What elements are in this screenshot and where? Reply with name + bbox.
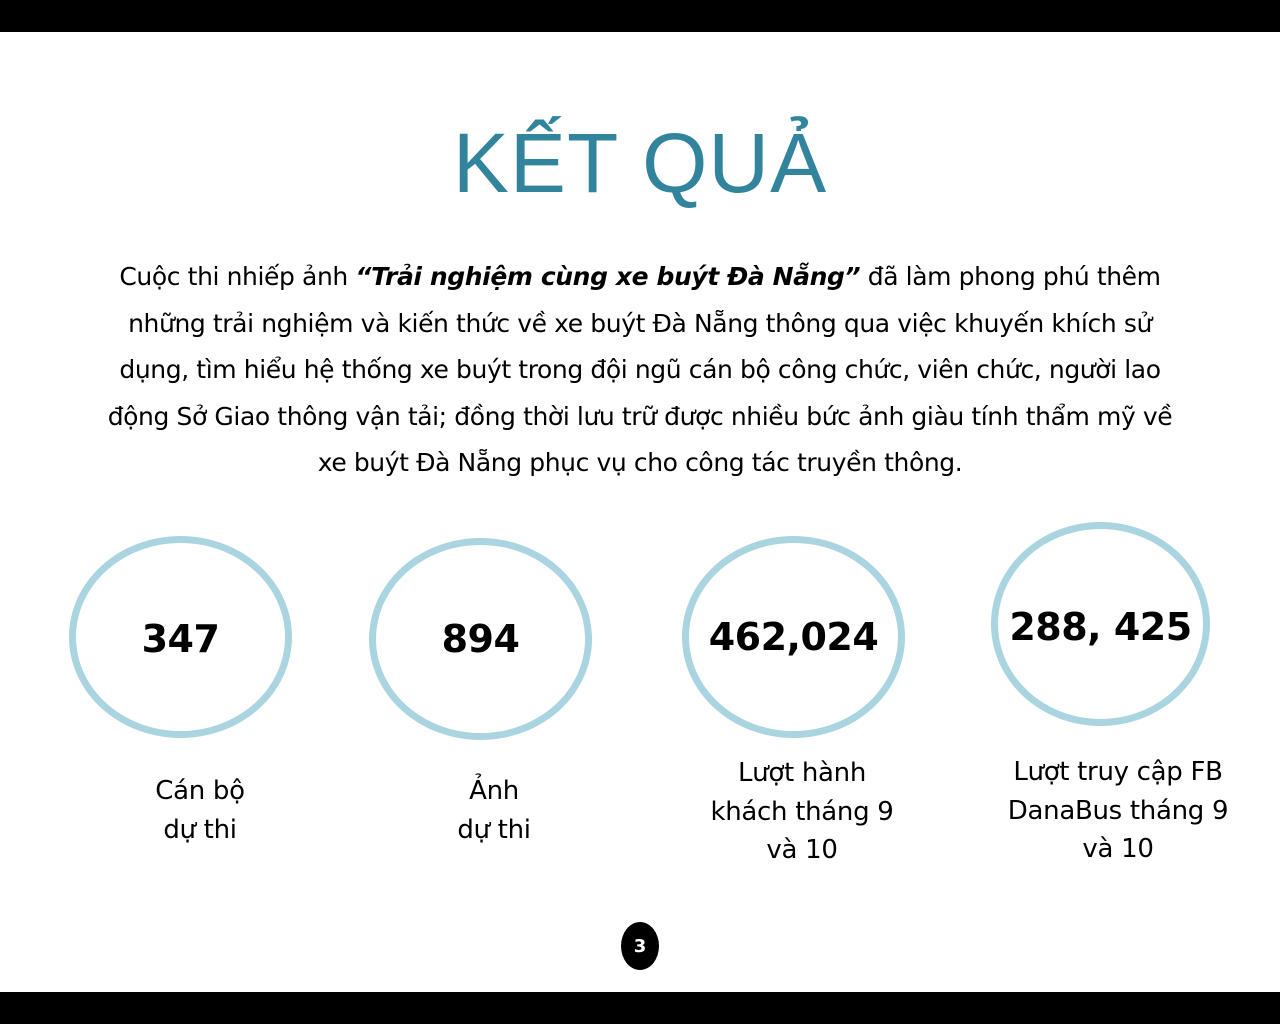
intro-text-after: đã làm phong phú thêm những trải nghiệm và kiến thức về xe buýt Đà Nẵng thông qua việc khuyến khích sử dụng, tìm hiểu hệ thống xe buýt trong đội ngũ cán bộ công chức, viên chức, người lao động Sở Giao thông vận tải; đồng thời lưu trữ được nhiều bức ảnh giàu tính thẩm mỹ về xe buýt Đà Nẵng phục vụ cho công tác truyền thông.	[107, 262, 1173, 477]
stat-label-line: khách tháng 9	[710, 796, 894, 827]
stat-circle-participants	[69, 536, 292, 738]
stat-label-line: Lượt truy cập FB	[1013, 757, 1223, 787]
stat-label-participants	[80, 772, 320, 849]
stat-circle-fb-visits	[991, 522, 1210, 726]
stat-label-line: Lượt hành	[738, 758, 866, 788]
stat-label-line: dự thi	[163, 814, 237, 845]
slide-title: KẾT QUẢ	[452, 116, 828, 210]
stat-circle-photos	[369, 538, 592, 740]
stat-value-participants: 347	[141, 617, 220, 661]
bottom-black-bar	[0, 992, 1280, 1024]
stat-label-line: DanaBus tháng 9	[1007, 795, 1229, 826]
stat-value-fb-visits: 288, 425	[1009, 605, 1192, 649]
stat-value-photos: 894	[441, 617, 520, 661]
top-black-bar	[0, 0, 1280, 32]
stat-label-fb-visits	[978, 753, 1258, 869]
intro-contest-name: “Trải nghiệm cùng xe buýt Đà Nẵng”	[355, 262, 861, 291]
stat-label-line: Ảnh	[469, 776, 519, 806]
intro-text-before: Cuộc thi nhiếp ảnh	[119, 262, 356, 291]
stat-label-line: và 10	[766, 835, 838, 865]
stat-circle-passengers	[682, 536, 905, 738]
stat-label-line: và 10	[1082, 834, 1154, 864]
intro-paragraph	[90, 254, 1190, 487]
stat-label-photos	[374, 772, 614, 849]
stat-label-line: dự thi	[457, 814, 531, 845]
stat-label-passengers	[672, 754, 932, 870]
stat-label-line: Cán bộ	[155, 776, 245, 806]
page-number-badge: 3	[621, 922, 659, 970]
stat-value-passengers: 462,024	[708, 615, 879, 659]
